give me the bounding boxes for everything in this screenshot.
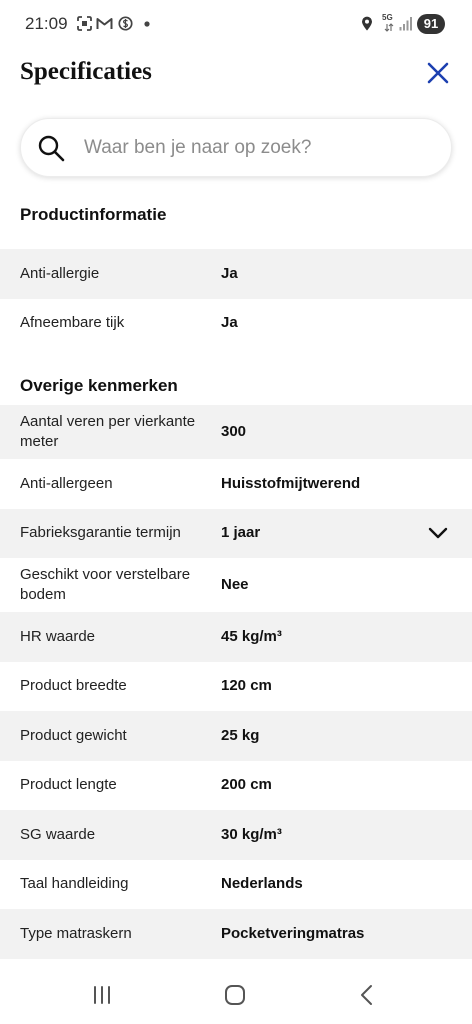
spec-label: Product lengte <box>20 776 117 794</box>
spec-row <box>0 405 472 459</box>
spec-value: 200 cm <box>221 776 272 794</box>
spec-label: Afneembare tijk <box>20 314 125 332</box>
spec-row <box>0 299 472 349</box>
spec-label: Product breedte <box>20 677 127 695</box>
home-icon[interactable] <box>224 984 246 1006</box>
data-saver-icon <box>118 16 133 31</box>
spec-value: 300 <box>221 423 247 440</box>
spec-value: 1 jaar <box>221 524 261 542</box>
spec-value: 45 kg/m³ <box>221 627 282 645</box>
spec-value: 30 kg/m³ <box>221 825 282 843</box>
screenshot-icon <box>77 16 92 31</box>
spec-label: Taal handleiding <box>20 875 129 893</box>
spec-label: SG waarde <box>20 825 96 843</box>
recent-apps-icon[interactable] <box>92 985 112 1005</box>
spec-row <box>0 860 472 910</box>
spec-label: Anti-allergeen <box>20 474 113 492</box>
spec-list-productinformatie <box>0 249 472 348</box>
spec-value: Nederlands <box>221 875 303 893</box>
spec-list-overige-kenmerken <box>0 405 472 959</box>
spec-value: Nee <box>221 576 249 593</box>
spec-row <box>0 909 472 959</box>
spec-value: Huisstofmijtwerend <box>221 474 361 492</box>
spec-label: Fabrieksgarantie termijn <box>20 524 181 542</box>
spec-row <box>0 459 472 509</box>
spec-row <box>0 662 472 712</box>
spec-label: Aantal veren per vierkante meter <box>20 413 196 450</box>
spec-label: HR waarde <box>20 627 96 645</box>
spec-row <box>0 612 472 662</box>
spec-value: Pocketveringmatras <box>221 924 365 942</box>
network-type: 5G <box>382 13 393 22</box>
close-icon[interactable] <box>424 59 452 87</box>
spec-value: 25 kg <box>221 726 260 744</box>
spec-row <box>0 249 472 299</box>
spec-label: Geschikt voor verstelbare bodem <box>20 566 191 603</box>
spec-row <box>0 810 472 860</box>
section-title-productinformatie: Productinformatie <box>20 205 167 224</box>
battery-icon: 91 <box>417 14 445 34</box>
gmail-icon <box>96 17 113 30</box>
chevron-down-icon[interactable] <box>427 522 449 544</box>
spec-label: Type matraskern <box>20 924 132 942</box>
data-activity-icon <box>384 23 394 32</box>
spec-value: Ja <box>221 314 238 332</box>
search-icon <box>37 134 65 162</box>
back-icon[interactable] <box>358 984 374 1006</box>
close-button[interactable] <box>424 59 452 87</box>
search-input[interactable] <box>84 119 435 176</box>
spec-label: Product gewicht <box>20 726 127 744</box>
spec-value: Ja <box>221 264 238 282</box>
spec-row <box>0 711 472 761</box>
notification-dot-icon <box>144 21 150 27</box>
search-bar[interactable] <box>20 118 452 177</box>
spec-row <box>0 761 472 811</box>
status-time: 21:09 <box>25 14 68 33</box>
section-title-overige-kenmerken: Overige kenmerken <box>20 376 178 395</box>
spec-row-expandable[interactable] <box>0 509 472 559</box>
spec-row <box>0 558 472 612</box>
spec-label: Anti-allergie <box>20 264 100 282</box>
page-title: Specificaties <box>20 58 152 85</box>
location-icon <box>361 16 373 31</box>
spec-value: 120 cm <box>221 677 272 695</box>
signal-icon <box>399 16 413 31</box>
